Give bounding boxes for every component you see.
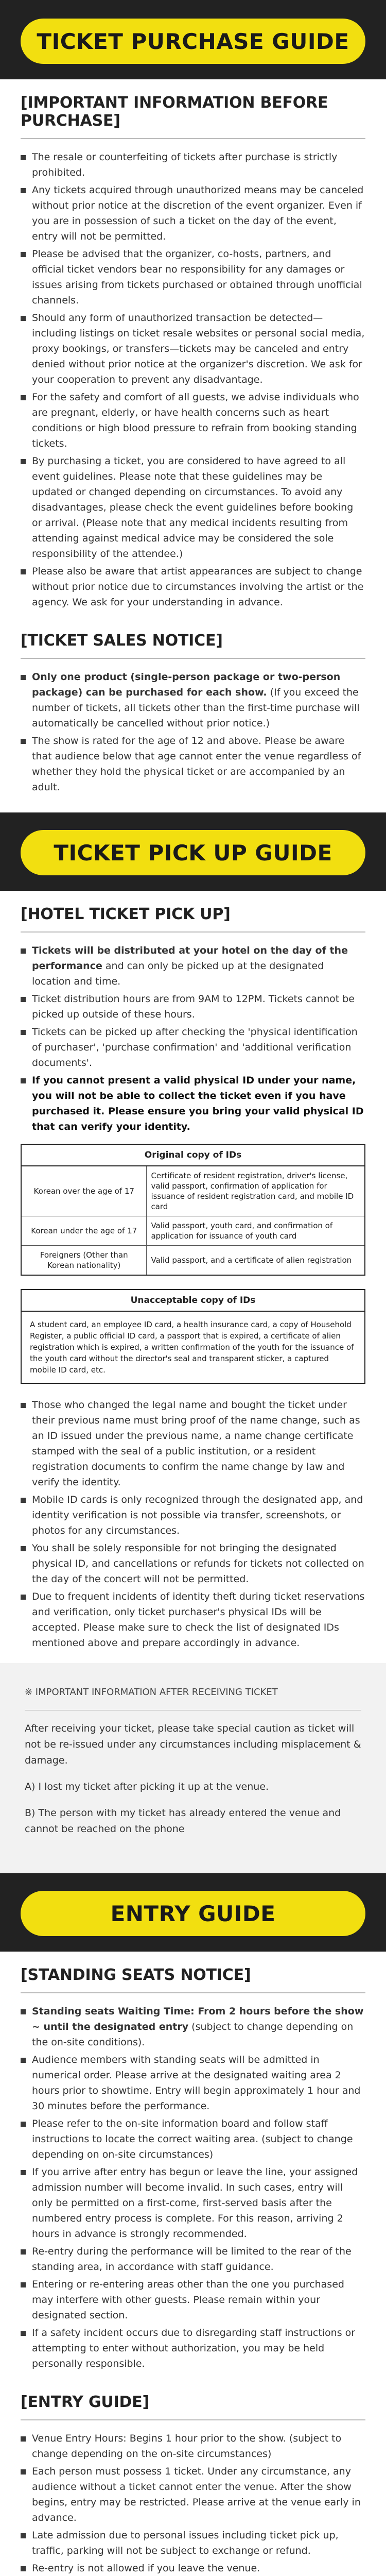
list-item bbox=[21, 2052, 365, 2114]
bold-text: If you cannot present a valid physical ID under your name, you will not be able to collect the ticket even if you have purchased it. Please ensure you bring your valid physical ID that can verify your identity. bbox=[32, 1075, 364, 1132]
list-item bbox=[21, 991, 365, 1022]
list-item bbox=[21, 943, 365, 989]
item-text: Audience members with standing seats will be admitted in numerical order. Please arrive at the designated waiting area 2 hours prior to showtime. Entry will begin approximately 1 hour and 30 minutes before the performance. bbox=[32, 2054, 361, 2112]
notice-list bbox=[21, 2004, 365, 2371]
list-item: Each person must possess 1 ticket. Under any circumstance, any audience without a ticket cannot enter the venue. After the show begins, entry may be restricted. Please arrive at the venue early in advance. bbox=[21, 2464, 365, 2526]
table-row bbox=[22, 1246, 364, 1275]
divider bbox=[21, 931, 365, 933]
table-cell-who: Foreigners (Other than Korean nationality) bbox=[22, 1246, 147, 1275]
pickup-guide-header bbox=[0, 812, 386, 891]
table-title: Unacceptable copy of IDs bbox=[22, 1290, 364, 1312]
table-row bbox=[22, 1166, 364, 1216]
list-item bbox=[21, 2325, 365, 2371]
notice-paragraph: After receiving your ticket, please take special caution as ticket will not be re-issued under any circumstances including misplacement & damage. bbox=[25, 1723, 361, 1766]
list-item: Any tickets acquired through unauthorized means may be canceled without prior notice at the discretion of the event organizer. Even if you are in possession of such a ticket on the day of the event, entry will not be permitted. bbox=[21, 182, 365, 244]
original-id-table bbox=[21, 1144, 365, 1276]
entry-notice-section bbox=[0, 2379, 386, 2576]
notice-list bbox=[21, 149, 365, 610]
list-item bbox=[21, 733, 365, 795]
divider bbox=[21, 1992, 365, 1993]
divider bbox=[21, 658, 365, 659]
item-text: The show is rated for the age of 12 and above. Please be aware that audience below that age cannot enter the venue regardless of whether they hold the physical ticket or are accompanied by an adult. bbox=[32, 735, 361, 793]
notice-list bbox=[21, 2431, 365, 2576]
ticket-sales-notice-section bbox=[0, 617, 386, 802]
item-text: (subject to change depending on the on-site conditions). bbox=[32, 2021, 354, 2048]
notice-list bbox=[21, 943, 365, 1134]
item-text: Ticket distribution hours are from 9AM to 12PM. Tickets cannot be picked up outside of these hours. bbox=[32, 993, 355, 1020]
table-cell-docs: Valid passport, youth card, and confirmation of application for issuance of youth card bbox=[151, 1221, 333, 1241]
hotel-ticket-pickup-section bbox=[0, 891, 386, 1658]
table-cell-docs: Valid passport, and a certificate of alien registration bbox=[151, 1256, 352, 1265]
table-row bbox=[22, 1216, 364, 1246]
section-title: [TICKET SALES NOTICE] bbox=[21, 632, 223, 650]
list-item bbox=[21, 2164, 365, 2242]
section-title: [HOTEL TICKET PICK UP] bbox=[21, 905, 231, 923]
list-item bbox=[21, 2244, 365, 2275]
section-title: [ENTRY GUIDE] bbox=[21, 2393, 150, 2411]
table-cell-docs: Certificate of resident registration, driver's license, valid passport, confirmation of application for issuance of resident registration card, and mobile ID card bbox=[151, 1171, 354, 1211]
list-item: Please be advised that the organizer, co-hosts, partners, and official ticket vendors bear no responsibility for any damages or issues arising from tickets purchased or obtained through unofficial channels. bbox=[21, 246, 365, 308]
list-item: Re-entry is not allowed if you leave the venue. bbox=[21, 2561, 365, 2576]
pickup-guide-title: TICKET PICK UP GUIDE bbox=[21, 830, 365, 875]
notice-paragraph: A) I lost my ticket after picking it up at the venue. bbox=[25, 1781, 269, 1792]
item-text: If a safety incident occurs due to disregarding staff instructions or attempting to enter without authorization, you may be held personally responsible. bbox=[32, 2327, 356, 2369]
divider bbox=[21, 2419, 365, 2420]
list-item bbox=[21, 1073, 365, 1134]
section-title: [STANDING SEATS NOTICE] bbox=[21, 1966, 251, 1984]
table-cell-who: Korean over the age of 17 bbox=[22, 1166, 147, 1216]
list-item bbox=[21, 2116, 365, 2162]
list-item: You shall be solely responsible for not bringing the designated physical ID, and cancellations or refunds for tickets not collected on the day of the concert will not be permitted. bbox=[21, 1540, 365, 1587]
table-cell-who: Korean under the age of 17 bbox=[22, 1216, 147, 1245]
list-item: The resale or counterfeiting of tickets after purchase is strictly prohibited. bbox=[21, 149, 365, 180]
bold-text: Standing seats Waiting Time: From 2 hours before the show ~ until the designated entry bbox=[32, 2006, 364, 2032]
item-text: Entering or re-entering areas other than the one you purchased may interfere with other guests. Please remain within your designated section. bbox=[32, 2279, 344, 2321]
item-text: Please refer to the on-site information board and follow staff instructions to locate the correct waiting area. (subject to change depending on on-site circumstances) bbox=[32, 2118, 353, 2160]
item-text: If you arrive after entry has begun or leave the line, your assigned admission number will become invalid. In such cases, entry will only be permitted on a first-come, first-served basis after the numbered entry process is complete. For this reason, arriving 2 hours in advance is strongly recommended. bbox=[32, 2166, 358, 2240]
notice-list bbox=[21, 669, 365, 795]
list-item: Please also be aware that artist appearances are subject to change without prior notice due to circumstances involving the artist or the agency. We ask for your understanding in advance. bbox=[21, 564, 365, 610]
item-text: Re-entry during the performance will be limited to the rear of the standing area, in accordance with staff guidance. bbox=[32, 2246, 352, 2273]
list-item: Due to frequent incidents of identity theft during ticket reservations and verification, only ticket purchaser's physical IDs will be accepted. Please make sure to check the list of designated IDs mentioned above and prepare accordingly in advance. bbox=[21, 1589, 365, 1651]
after-receiving-notice bbox=[0, 1663, 386, 1873]
list-item bbox=[21, 2004, 365, 2050]
list-item: Those who changed the legal name and bought the ticket under their previous name must bring proof of the name change, such as an ID issued under the previous name, a name change certificate stamped with the seal of a public institution, or a resident registration documents to confirm the name change by law and verify the identity. bbox=[21, 1397, 365, 1490]
notice-title: ※ IMPORTANT INFORMATION AFTER RECEIVING TICKET bbox=[25, 1687, 278, 1698]
table-text: A student card, an employee ID card, a health insurance card, a copy of Household Register, a public official ID card, a passport that is expired, a certificate of alien registration which is expired, a written confirmation of the youth for the issuance of the youth card without the director's seal and transparent sticker, a captured mobile ID card, etc. bbox=[30, 1320, 354, 1375]
item-text: Tickets can be picked up after checking the 'physical identification of purchaser', 'purchase confirmation' and 'additional verification documents'. bbox=[32, 1026, 358, 1069]
item-text: and can only be picked up at the designated location and time. bbox=[32, 960, 324, 987]
list-item: Venue Entry Hours: Begins 1 hour prior to the show. (subject to change depending on the on-site circumstances) bbox=[21, 2431, 365, 2462]
unacceptable-id-table bbox=[21, 1289, 365, 1384]
section-title: [IMPORTANT INFORMATION BEFORE PURCHASE] bbox=[21, 94, 328, 130]
purchase-guide-title: TICKET PURCHASE GUIDE bbox=[21, 19, 365, 64]
standing-seats-section bbox=[0, 1952, 386, 2379]
table-title: Original copy of IDs bbox=[22, 1145, 364, 1166]
notice-paragraph: B) The person with my ticket has already entered the venue and cannot be reached on the phone bbox=[25, 1807, 341, 1835]
list-item bbox=[21, 1024, 365, 1071]
bold-text: Tickets will be distributed at your hotel on the day of the performance bbox=[32, 945, 348, 972]
item-text: (If you exceed the number of tickets, all tickets other than the first-time purchase will automatically be cancelled without prior notice.) bbox=[32, 687, 360, 729]
list-item: Should any form of unauthorized transaction be detected—including listings on ticket resale websites or personal social media, proxy bookings, or transfers—tickets may be canceled and entry denied without prior notice at the organizer's discretion. We ask for your cooperation to prevent any disadvantage. bbox=[21, 310, 365, 387]
list-item: Late admission due to personal issues including ticket pick up, traffic, parking will not be subject to exchange or refund. bbox=[21, 2528, 365, 2558]
bold-text: Only one product (single-person package or two-person package) can be purchased for each show. bbox=[32, 671, 341, 698]
divider bbox=[21, 138, 365, 139]
list-item: For the safety and comfort of all guests, we advise individuals who are pregnant, elderly, or have health concerns such as heart conditions or high blood pressure to refrain from booking standing tickets. bbox=[21, 389, 365, 451]
entry-guide-title: ENTRY GUIDE bbox=[21, 1891, 365, 1936]
entry-guide-header bbox=[0, 1873, 386, 1952]
list-item: Mobile ID cards is only recognized through the designated app, and identity verification is not possible via transfer, screenshots, or photos for any circumstances. bbox=[21, 1492, 365, 1538]
list-item bbox=[21, 669, 365, 731]
purchase-guide-header bbox=[0, 0, 386, 79]
list-item bbox=[21, 2277, 365, 2323]
important-before-purchase-section bbox=[0, 79, 386, 617]
notice-list bbox=[21, 1397, 365, 1651]
list-item: By purchasing a ticket, you are considered to have agreed to all event guidelines. Please note that these guidelines may be updated or changed depending on circumstances. To avoid any disadvantages, please check the event guidelines before booking or arrival. (Please note that any medical incidents resulting from attending against medical advice may be considered the sole responsibility of the attendee.) bbox=[21, 453, 365, 562]
